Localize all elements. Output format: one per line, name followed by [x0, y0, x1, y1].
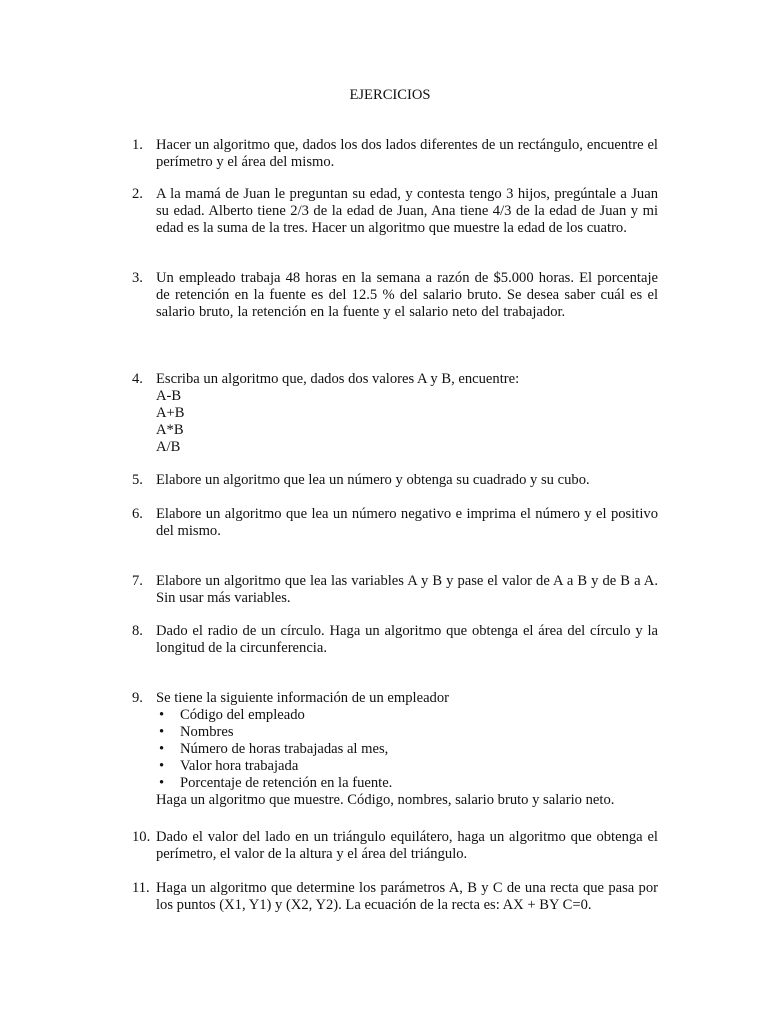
- operation-line: A*B: [156, 422, 184, 438]
- exercise-followup: Haga un algoritmo que muestre. Código, nombres, salario bruto y salario neto.: [156, 792, 615, 808]
- exercise-number: 11.: [132, 880, 150, 896]
- exercise-number: 5.: [132, 472, 143, 488]
- exercise-1: [132, 137, 658, 171]
- exercise-text: Un empleado trabaja 48 horas en la semana a razón de $5.000 horas. El porcentaje de retención en la fuente es del 12.5 % del salario bruto. Se desea saber cuál es el salario bruto, la retención en la fuente y el salario neto del trabajador.: [156, 270, 658, 320]
- exercise-text: A la mamá de Juan le preguntan su edad, y contesta tengo 3 hijos, pregúntale a Juan su edad. Alberto tiene 2/3 de la edad de Juan, Ana tiene 4/3 de la edad de Juan y mi edad es la suma de la tres. Hacer un algoritmo que muestre la edad de los cuatro.: [156, 186, 658, 236]
- exercise-text: Elabore un algoritmo que lea las variables A y B y pase el valor de A a B y de B a A. Sin usar más variables.: [156, 573, 658, 606]
- list-item: • Nombres: [159, 724, 234, 740]
- operation-line: A+B: [156, 405, 185, 421]
- exercise-number: 2.: [132, 186, 143, 202]
- exercise-number: 7.: [132, 573, 143, 589]
- exercise-4: [132, 371, 658, 456]
- exercise-9: [132, 690, 658, 809]
- exercise-11: [132, 880, 658, 914]
- exercise-number: 9.: [132, 690, 143, 706]
- info-list: [156, 707, 658, 792]
- exercise-number: 8.: [132, 623, 143, 639]
- list-item: • Valor hora trabajada: [159, 758, 299, 774]
- exercise-number: 10.: [132, 829, 151, 845]
- bullet-icon: •: [159, 724, 165, 740]
- exercise-text: Dado el radio de un círculo. Haga un algoritmo que obtenga el área del círculo y la longitud de la circunferencia.: [156, 623, 658, 656]
- exercise-2: [132, 186, 658, 237]
- list-item: • Porcentaje de retención en la fuente.: [159, 775, 393, 791]
- exercise-3: [132, 270, 658, 321]
- exercise-8: [132, 623, 658, 657]
- exercise-text: Elabore un algoritmo que lea un número negativo e imprima el número y el positivo del mismo.: [156, 506, 658, 539]
- bullet-icon: •: [159, 758, 165, 774]
- bullet-icon: •: [159, 707, 165, 723]
- exercise-6: [132, 506, 658, 540]
- exercise-text: Elabore un algoritmo que lea un número y obtenga su cuadrado y su cubo.: [156, 472, 590, 488]
- exercise-10: [132, 829, 658, 863]
- bullet-icon: •: [159, 775, 165, 791]
- exercise-text: Dado el valor del lado en un triángulo equilátero, haga un algoritmo que obtenga el perímetro, el valor de la altura y el área del triángulo.: [156, 829, 658, 862]
- list-item: • Número de horas trabajadas al mes,: [159, 741, 389, 757]
- list-item: • Código del empleado: [159, 707, 305, 723]
- page-title: EJERCICIOS: [349, 87, 431, 103]
- exercise-5: [132, 472, 658, 489]
- operation-line: A-B: [156, 388, 182, 404]
- exercise-text: Se tiene la siguiente información de un empleador: [156, 690, 449, 706]
- bullet-icon: •: [159, 741, 165, 757]
- exercise-number: 4.: [132, 371, 143, 387]
- operation-line: A/B: [156, 439, 181, 455]
- exercise-number: 6.: [132, 506, 143, 522]
- exercise-text: Haga un algoritmo que determine los parámetros A, B y C de una recta que pasa por los puntos (X1, Y1) y (X2, Y2). La ecuación de la recta es: AX + BY C=0.: [156, 880, 658, 913]
- exercise-text: Hacer un algoritmo que, dados los dos lados diferentes de un rectángulo, encuentre el perímetro y el área del mismo.: [156, 137, 658, 170]
- exercise-text: Escriba un algoritmo que, dados dos valores A y B, encuentre:: [156, 371, 520, 387]
- exercise-number: 3.: [132, 270, 143, 286]
- exercise-number: 1.: [132, 137, 143, 153]
- exercise-7: [132, 573, 658, 607]
